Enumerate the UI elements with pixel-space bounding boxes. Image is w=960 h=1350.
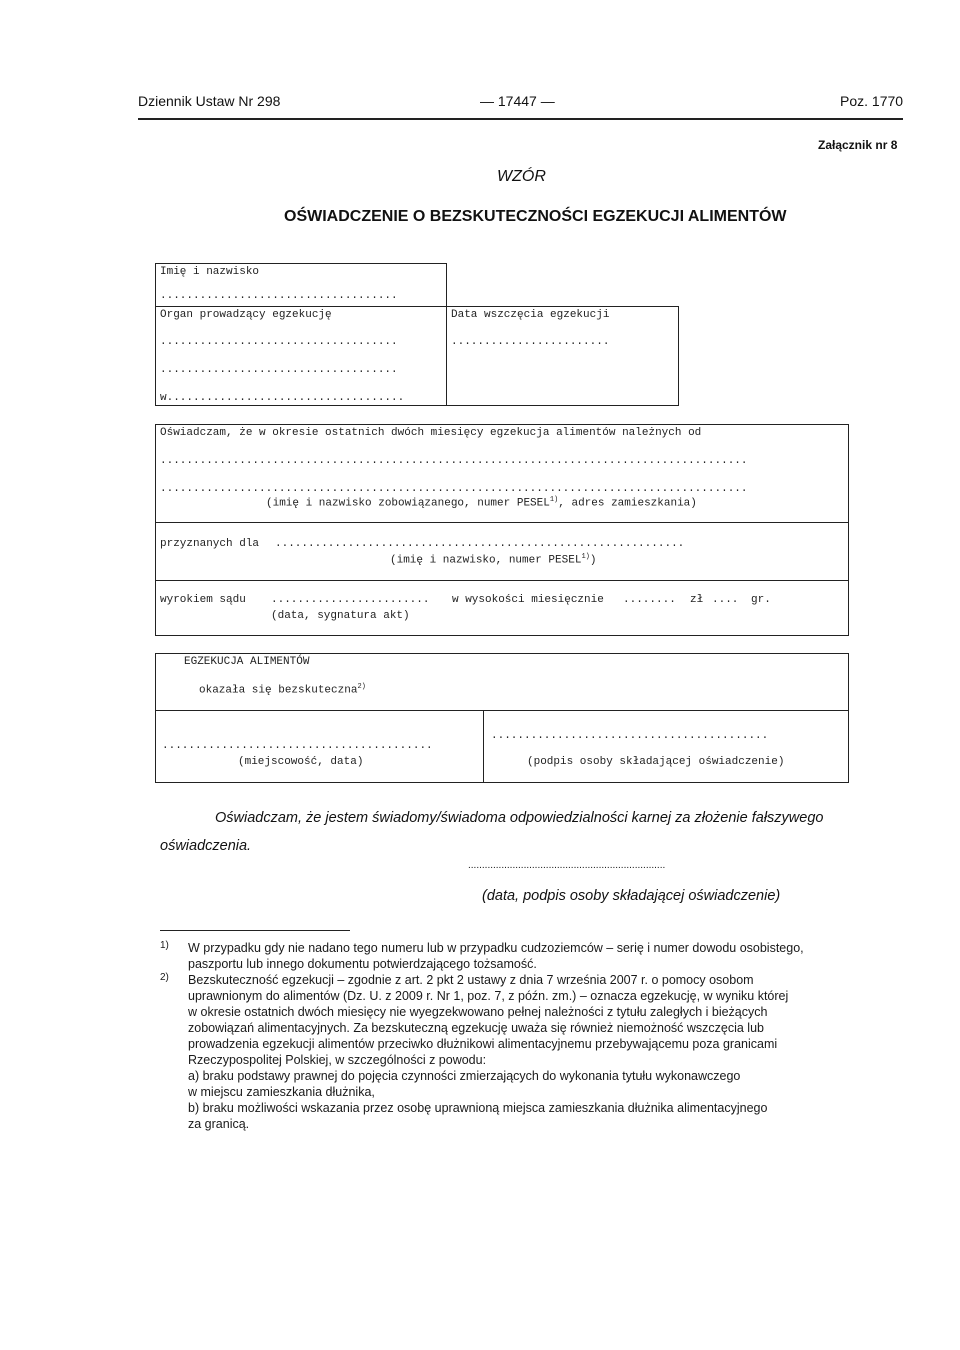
divider bbox=[155, 306, 447, 307]
organ-field-2[interactable]: .................................... bbox=[160, 364, 398, 376]
amount-gr-field[interactable]: .... bbox=[712, 594, 739, 606]
divider bbox=[155, 522, 849, 523]
page-number: — 17447 — bbox=[480, 93, 555, 109]
pattern-label: WZÓR bbox=[497, 168, 546, 185]
beneficiary-field[interactable]: .............................................................. bbox=[275, 538, 685, 550]
gr-unit: gr. bbox=[751, 594, 771, 606]
signature-field[interactable]: .......................................... bbox=[491, 730, 769, 742]
judgment-field[interactable]: ........................ bbox=[271, 594, 430, 606]
enforcement-result: okazała się bezskuteczna$^{2)}$ bbox=[199, 683, 366, 697]
declaration-text: Oświadczam, że w okresie ostatnich dwóch miesięcy egzekucja alimentów należnych od bbox=[160, 427, 702, 439]
debtor-caption: (imię i nazwisko zobowiązanego, numer PESEL$^{1)}$, adres zamieszkania) bbox=[266, 496, 697, 510]
liability-statement-end: oświadczenia. bbox=[160, 838, 252, 854]
liability-statement: Oświadczam, że jestem świadomy/świadoma odpowiedzialności karnej za złożenie fałszywego bbox=[215, 810, 824, 826]
start-date-label: Data wszczęcia egzekucji bbox=[451, 309, 610, 321]
start-date-field[interactable]: ........................ bbox=[451, 336, 610, 348]
debtor-field[interactable]: ......................................................................................... bbox=[160, 455, 748, 467]
footnote-2-mark: 2) bbox=[160, 972, 169, 983]
enforcement-heading: EGZEKUCJA ALIMENTÓW bbox=[184, 656, 310, 668]
footnote-2: Bezskuteczność egzekucji – zgodnie z art. 2 pkt 2 ustawy z dnia 7 września 2007 r. o pomocy osobom uprawnionym do alimentów (Dz. U. z 2009 r. Nr 1, poz. 7, z późn. zm.) – oznacza egzekucję, w wyniku której w okresie ostatnich dwóch miesięcy nie wyegzekwowano pełnej należności z tytułu zaległych i bieżących zobowiązań alimentacyjnych. Za bezskuteczną egzekucję uważa się również niemożność wszczęcia lub prowadzenia egzekucji alimentów przeciwko dłużnikowi alimentacyjnemu przebywającemu poza granicami Rzeczypospolitej Polskiej, w szczególności z powodu: a) braku podstawy prawnej do pojęcia czynności zmierzających do wykonania tytułu wykonawczego w miejscu zamieszkania dłużnika, b) braku możliwości wskazania przez osobę uprawnioną miejsca zamieszkania dłużnika alimentacyjnego za granicą. bbox=[188, 973, 789, 1131]
attachment-label: Załącznik nr 8 bbox=[818, 138, 898, 152]
debtor-field-2[interactable]: ......................................................................................... bbox=[160, 483, 748, 495]
header-rule bbox=[138, 118, 903, 120]
organ-field[interactable]: .................................... bbox=[160, 336, 398, 348]
divider bbox=[483, 710, 484, 783]
document-title: OŚWIADCZENIE O BEZSKUTECZNOŚCI EGZEKUCJI ALIMENTÓW bbox=[284, 208, 787, 225]
amount-label: w wysokości miesięcznie bbox=[452, 594, 604, 606]
judgment-caption: (data, sygnatura akt) bbox=[271, 610, 410, 622]
name-label: Imię i nazwisko bbox=[160, 266, 260, 278]
start-date-box bbox=[446, 306, 679, 406]
statement-signature-field[interactable]: ....................................................................... bbox=[468, 860, 666, 871]
personal-data-box bbox=[155, 263, 447, 406]
organ-city-field[interactable]: w.................................... bbox=[160, 392, 405, 404]
signature-caption: (podpis osoby składającej oświadczenie) bbox=[527, 756, 785, 768]
place-date-field[interactable]: ......................................... bbox=[162, 740, 433, 752]
statement-signature-caption: (data, podpis osoby składającej oświadczenie) bbox=[482, 888, 781, 904]
divider bbox=[155, 710, 849, 711]
footnote-rule bbox=[160, 930, 350, 931]
journal-name: Dziennik Ustaw Nr 298 bbox=[138, 93, 281, 109]
zl-unit: zł bbox=[690, 594, 704, 606]
place-date-caption: (miejscowość, data) bbox=[238, 756, 364, 768]
position-number: Poz. 1770 bbox=[840, 93, 904, 109]
judgment-label: wyrokiem sądu bbox=[160, 594, 246, 606]
organ-label: Organ prowadzący egzekucję bbox=[160, 309, 332, 321]
beneficiary-label: przyznanych dla bbox=[160, 538, 260, 550]
amount-zl-field[interactable]: ........ bbox=[623, 594, 676, 606]
name-field[interactable]: .................................... bbox=[160, 290, 398, 302]
footnote-1-mark: 1) bbox=[160, 940, 169, 951]
divider bbox=[155, 580, 849, 581]
beneficiary-caption: (imię i nazwisko, numer PESEL$^{1)}$) bbox=[390, 553, 597, 567]
footnote-1: W przypadku gdy nie nadano tego numeru lub w przypadku cudzoziemców – serię i numer dowodu osobistego, paszportu lub innego dokumentu potwierdzającego tożsamość. bbox=[188, 941, 804, 971]
